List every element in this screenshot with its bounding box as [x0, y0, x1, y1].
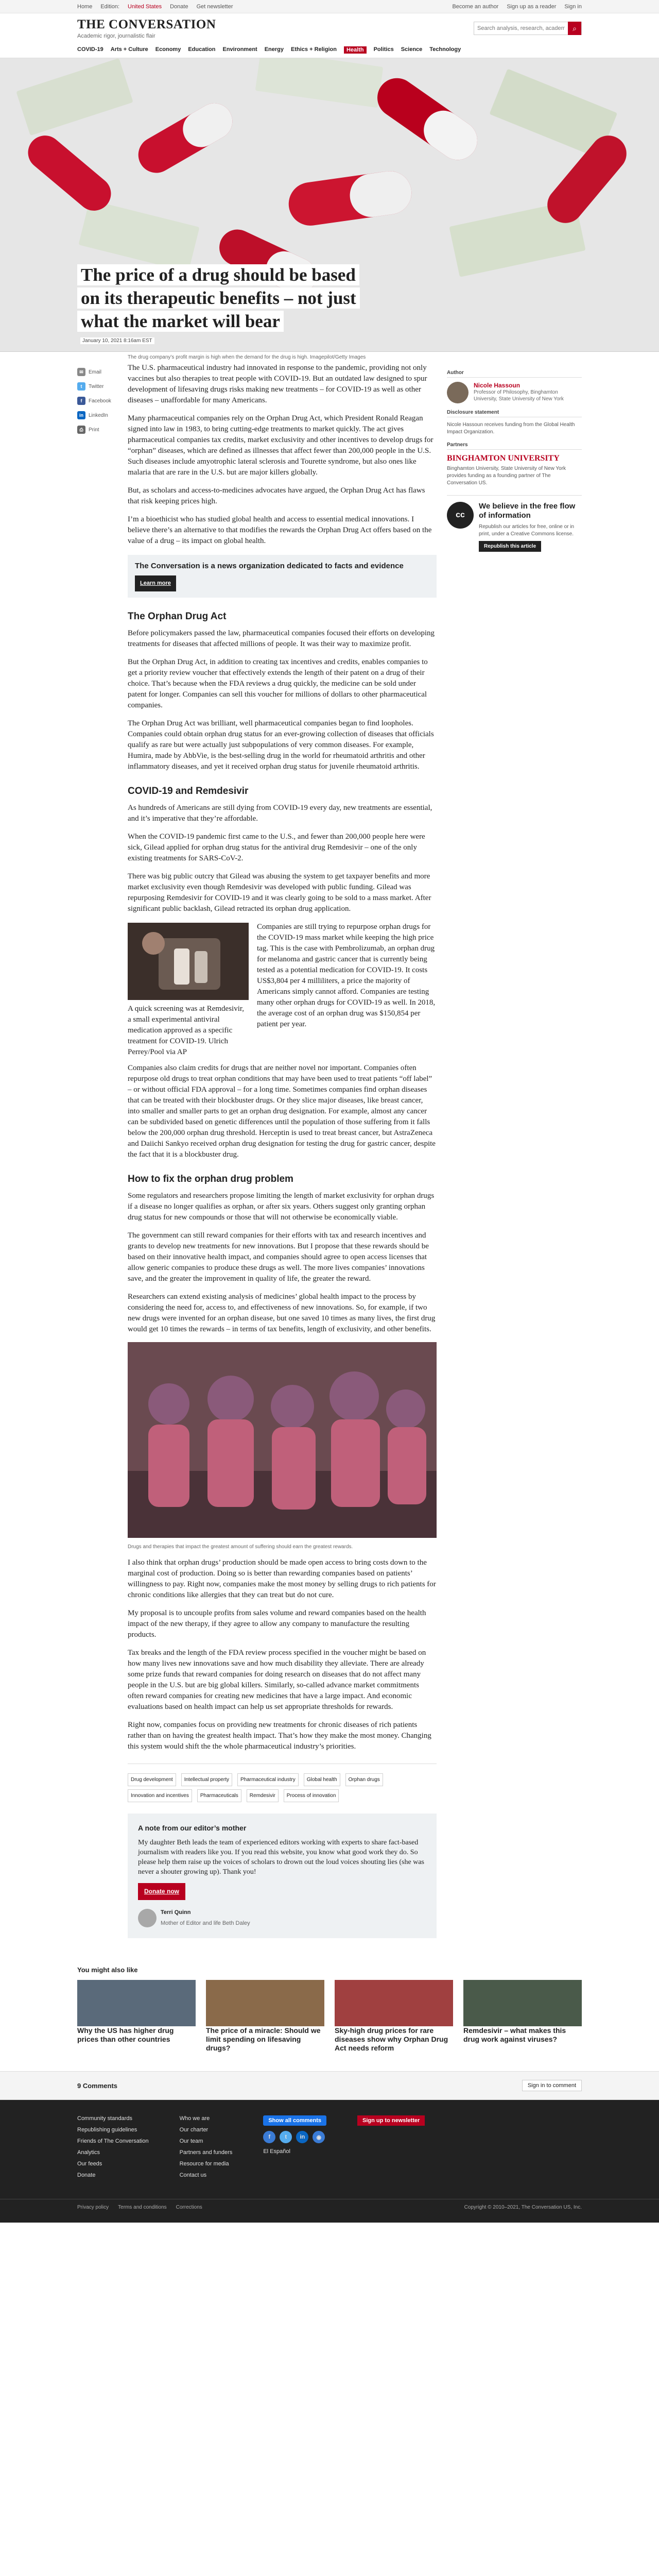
authors-label: Author	[447, 370, 582, 378]
related-card-image	[463, 1980, 582, 2026]
share-label: Facebook	[89, 398, 111, 404]
site-tagline: Academic rigor, journalistic flair	[77, 33, 155, 39]
footer-link[interactable]: Contact us	[179, 2172, 207, 2178]
donate-link[interactable]: Donate	[170, 3, 188, 10]
paragraph: As hundreds of Americans are still dying from COVID-19 every day, new treatments are essential, and it’s imperative that they’re affordable.	[128, 804, 432, 823]
related-card[interactable]	[335, 1980, 453, 2053]
related-card-title[interactable]: Remdesivir – what makes this drug work against viruses?	[463, 2026, 566, 2043]
share-label: Email	[89, 369, 102, 375]
footer-link[interactable]: Community standards	[77, 2115, 132, 2122]
terms-link[interactable]: Terms and conditions	[118, 2205, 167, 2210]
section-nav	[0, 41, 659, 58]
paragraph: But, as scholars and access-to-medicines advocates have argued, the Orphan Drug Act has flaws that risk keeping prices high.	[128, 486, 425, 505]
share-label: Print	[89, 427, 99, 433]
comments-bar	[0, 2071, 659, 2100]
related-card-image	[206, 1980, 324, 2026]
paragraph: I’m a bioethicist who has studied global health and access to essential medical innovations. I believe there’s an alternative to that modifies the rewards the Orphan Drug Act offers based on the value of a drug – its impact on global health.	[128, 515, 432, 545]
sign-in-comment-button[interactable]: Sign in to comment	[522, 2080, 582, 2091]
sidebar	[447, 363, 582, 1952]
article-dateline: January 10, 2021 8:16am EST	[80, 337, 154, 344]
hero-caption: The drug company’s profit margin is high when the demand for the drug is high. Imagepilot/Getty Images	[128, 354, 366, 360]
related-card-image	[77, 1980, 196, 2026]
signin-link[interactable]: Sign in	[564, 3, 582, 10]
tag[interactable]: Pharmaceutical industry	[237, 1773, 299, 1786]
paragraph: Researchers can extend existing analysis of medicines’ global health impact to the process by considering the need for, access to, and effectiveness of new innovations. So, for example, if two new drugs were invented for an orphan disease, but one saved 10 times as many lives, the first drug would get 10 times the rewards – in terms of tax benefits, length of exclusivity, and other benefits.	[128, 1293, 436, 1333]
paragraph: I also think that orphan drugs’ production should be made open access to bring costs down to the marginal cost of production. Doing so is better than rewarding companies based on patients’ willingness to pay. Right now, companies make the most money by selling drugs to rich patients for chronic conditions like allergies that they can treat but do not cure.	[128, 1558, 436, 1599]
footer-link[interactable]: Our team	[179, 2138, 203, 2144]
footer-link[interactable]: Friends of The Conversation	[77, 2138, 149, 2144]
related-card-image	[335, 1980, 453, 2026]
share-email-button[interactable]	[77, 368, 117, 376]
note-author-name: Terri Quinn	[161, 1909, 191, 1916]
search-input[interactable]	[474, 25, 568, 31]
email-icon: ✉	[77, 368, 85, 376]
section-heading: COVID-19 and Remdesivir	[128, 786, 249, 796]
paragraph: When the COVID-19 pandemic first came to the U.S., and fewer than 200,000 people here were sick, Gilead applied for orphan drug status for the antiviral drug Remdesivir – one of the only existing treatments for SARS-CoV-2.	[128, 833, 425, 862]
footer-link[interactable]: Donate	[77, 2172, 96, 2178]
linkedin-icon[interactable]: in	[296, 2131, 308, 2143]
paragraph: The U.S. pharmaceutical industry had innovated in response to the pandemic, providing not only vaccines but also therapies to treat people with COVID-19. But an outdated law designed to spur development of lifesaving drugs risks making new treatments – for COVID-19 as well as other diseases – unaffordable for many Americans.	[128, 364, 427, 404]
show-all-comments-button[interactable]: Show all comments	[263, 2115, 326, 2126]
linkedin-icon: in	[77, 411, 85, 419]
footer-link[interactable]: Resource for media	[179, 2161, 229, 2167]
inline-figure	[128, 923, 249, 1058]
nav-item[interactable]: Economy	[155, 46, 181, 53]
paragraph: Many pharmaceutical companies rely on the Orphan Drug Act, which President Ronald Reagan signed into law in 1983, to bring cutting-edge treatments to market quickly. The act gives pharmaceutical companies tax credits, market exclusivity and other incentives to develop drugs for “orphan” diseases, which are defined as illnesses that affect fewer than 200,000 people in the U.S. Such diseases include amyotrophic lateral sclerosis and Tourette syndrome, but also ones like malaria that are rare in the U.S. but are major killers globally.	[128, 414, 433, 477]
section-heading: How to fix the orphan drug problem	[128, 1174, 293, 1184]
site-header	[0, 13, 659, 41]
tag[interactable]: Pharmaceuticals	[197, 1789, 241, 1802]
paragraph: There was big public outcry that Gilead was abusing the system to get taxpayer benefits and more market exclusivity even though Remdesivir was developed with public funding. Gilead was repurposing Remdesivir for COVID-19 and it was clearly going to be sold to a mass market. After significant public backlash, Gilead retracted its orphan drug application.	[128, 872, 431, 913]
author-role: Professor of Philosophy, Binghamton University, State University of New York	[474, 389, 564, 402]
footer-column	[180, 2115, 233, 2183]
twitter-icon[interactable]: t	[280, 2131, 292, 2143]
privacy-link[interactable]: Privacy policy	[77, 2205, 109, 2210]
tag[interactable]: Drug development	[128, 1773, 176, 1786]
related-card[interactable]	[77, 1980, 196, 2053]
share-print-button[interactable]	[77, 426, 117, 434]
paragraph: The Orphan Drug Act was brilliant, well pharmaceutical companies began to find loopholes. Companies could obtain orphan drug status for an ever-growing collection of diseases that officials qualify as rare but were actually just subpopulations of very common diseases. For example, Humira, made by AbbVie, is the best-selling drug in the world for rheumatoid arthritis and other inflammatory diseases, and yet it received orphan drug status for juvenile rheumatoid arthritis.	[128, 719, 434, 771]
edition-label: Edition:	[100, 3, 120, 10]
author-card[interactable]	[447, 382, 582, 403]
share-twitter-button[interactable]	[77, 382, 117, 391]
facebook-icon: f	[77, 397, 85, 405]
tag[interactable]: Global health	[304, 1773, 340, 1786]
related-heading: You might also like	[77, 1966, 138, 1974]
republish-text: Republish our articles for free, online or in print, under a Creative Commons license.	[479, 524, 575, 537]
disclosure-text: Nicole Hassoun receives funding from the Global Health Impact Organization.	[447, 422, 575, 435]
footer-link[interactable]: Partners and funders	[179, 2149, 233, 2156]
comment-count: 9 Comments	[77, 2081, 118, 2090]
corrections-link[interactable]: Corrections	[176, 2205, 202, 2210]
cta-text: The Conversation is a news organization dedicated to facts and evidence	[135, 562, 404, 570]
tag-list	[128, 1764, 437, 1807]
figure-caption: Drugs and therapies that impact the greatest amount of suffering should earn the greatest rewards.	[128, 1544, 353, 1550]
become-author-link[interactable]: Become an author	[452, 3, 499, 10]
twitter-icon: t	[77, 382, 85, 391]
creative-commons-icon: cc	[447, 502, 474, 529]
republish-button[interactable]: Republish this article	[479, 541, 541, 552]
social-links	[263, 2131, 326, 2143]
republish-title: We believe in the free flow of information	[479, 502, 576, 520]
article-title: The price of a drug should be based on its therapeutic benefits – not just what the market will bear	[77, 263, 366, 333]
nav-item[interactable]: Technology	[429, 46, 461, 53]
republish-box	[447, 495, 582, 552]
nav-item[interactable]: Energy	[264, 46, 284, 53]
share-bar	[77, 363, 117, 1952]
paragraph: My proposal is to uncouple profits from sales volume and reward companies based on the health impact of the new therapy, if they agree to allow any company to manufacture the resulting products.	[128, 1609, 426, 1639]
related-card[interactable]	[206, 1980, 324, 2053]
remdesivir-photo[interactable]	[128, 923, 249, 1000]
copyright: Copyright © 2010–2021, The Conversation US, Inc.	[464, 2205, 582, 2210]
paragraph: Some regulators and researchers propose limiting the length of market exclusivity for orphan drugs if a disease no longer qualifies as orphan, or after six years. Others suggest only granting orphan drug status for new compounds or those that will not otherwise be economically viable.	[128, 1192, 435, 1222]
site-logo[interactable]: THE CONVERSATION	[77, 18, 216, 31]
paragraph: The government can still reward companies for their efforts with tax and research incentives and grants to develop new treatments for new innovations. But I propose that these rewards should be based on their innovative health impact, and companies should agree to open access licenses that allow generic companies to produce these drugs as well. The more lives companies’ innovations save, and the greater the improvement in quality of life, the greater the reward.	[128, 1231, 429, 1283]
nav-item[interactable]: Arts + Culture	[110, 46, 148, 53]
share-linkedin-button[interactable]	[77, 411, 117, 419]
tag[interactable]: Orphan drugs	[345, 1773, 383, 1786]
footer-link[interactable]: El Español	[263, 2148, 290, 2155]
paragraph: Companies are still trying to repurpose orphan drugs for the COVID-19 mass market while keeping the high price tag. This is the case with Pembrolizumab, an orphan drug for melanoma and gastric cancer that is currently being tested as a potential medication for COVID-19. It costs US$3,804 per 4 milliliters, a price the majority of Americans simply cannot afford. Companies are testing many other orphan drugs for COVID-19 as well. In 2018, the average cost of an orphan drug was $150,854 per patient per year.	[257, 923, 436, 1028]
top-utility-bar	[0, 0, 659, 13]
main-layout	[0, 363, 659, 1952]
learn-more-button[interactable]: Learn more	[135, 575, 176, 591]
crowd-photo[interactable]	[128, 1342, 437, 1538]
related-card-title[interactable]: Why the US has higher drug prices than other countries	[77, 2026, 174, 2043]
author-avatar	[447, 382, 469, 403]
editor-note	[128, 1814, 437, 1938]
nav-item[interactable]: Science	[401, 46, 423, 53]
note-author	[138, 1907, 426, 1929]
facebook-icon[interactable]: f	[263, 2131, 275, 2143]
nav-item[interactable]: Education	[188, 46, 216, 53]
nav-item[interactable]: Ethics + Religion	[291, 46, 337, 53]
related-card-title[interactable]: The price of a miracle: Should we limit spending on lifesaving drugs?	[206, 2026, 321, 2052]
search-icon[interactable]: ⌕	[568, 22, 581, 35]
print-icon: ⎙	[77, 426, 85, 434]
paragraph: But the Orphan Drug Act, in addition to creating tax incentives and credits, enables companies to get a priority review voucher that effectively extends the length of their patent on a drug of their choice. That’s because when the FDA reviews a drug quickly, the medicine can be sold under patent for longer. Companies can sell this voucher for millions of dollars to other pharmaceutical companies.	[128, 658, 428, 709]
article-body	[128, 363, 437, 1952]
related-cards	[77, 1980, 582, 2053]
nav-item[interactable]: Health	[344, 46, 367, 54]
tag[interactable]: Process of innovation	[284, 1789, 339, 1802]
footer-column	[357, 2115, 425, 2183]
partner-logo[interactable]: BINGHAMTON UNIVERSITY	[447, 454, 560, 463]
section-heading: The Orphan Drug Act	[128, 611, 227, 622]
figure-caption: A quick screening was at Remdesivir, a small experimental antiviral medication approved as a specific treatment for COVID-19. Ulrich Perrey/Pool via AP	[128, 1005, 245, 1056]
note-author-role: Mother of Editor and life Beth Daley	[161, 1920, 250, 1926]
paragraph: Tax breaks and the length of the FDA review process specified in the voucher might be based on how many lives new innovations save and how much disability they alleviate. There are already some prize funds that reward companies for doing research on diseases that do not affect many people in the U.S. but are big global killers. Similarly, so-called advance market commitments often reward companies for creating new medicines that have a large impact. And economic evaluations based on health impact can help us set appropriate thresholds for rewards.	[128, 1649, 426, 1711]
tag[interactable]: Remdesivir	[247, 1789, 279, 1802]
wide-figure	[128, 1342, 437, 1550]
paragraph: Companies also claim credits for drugs that are neither novel nor important. Companies often repurpose old drugs to treat orphan conditions that may have been used to treat patients “off label” – or without official FDA approval – for a long time. Sometimes companies find orphan diseases that can be treated with their blockbuster drugs. Or they slice major diseases, like breast cancer, into smaller and smaller parts to get an orphan drug designation. For example, almost any cancer can be subdivided based on genetic differences until the population of those suffering from it falls below the 200,000 orphan drug threshold. Herceptin is used to treat breast cancer, but AstraZeneca and Daiichi Sankyo received orphan drug designation for testing the drug for gastric cancer, despite the fact that it is a blockbuster drug.	[128, 1064, 436, 1159]
share-facebook-button[interactable]	[77, 397, 117, 405]
related-card[interactable]	[463, 1980, 582, 2053]
site-footer	[0, 2100, 659, 2199]
footer-link[interactable]: Analytics	[77, 2149, 100, 2156]
paragraph: Right now, companies focus on providing new treatments for chronic diseases of rich patients rather than on having the greatest health impact. That’s how they make the most money. Changing this system would shift the the whole pharmaceutical industry’s priorities.	[128, 1721, 431, 1751]
note-heading: A note from our editor’s mother	[138, 1824, 247, 1832]
footer-link[interactable]: Our feeds	[77, 2161, 102, 2167]
note-body: My daughter Beth leads the team of experienced editors working with experts to share fact-based journalism with readers like you. If you read this website, you know what good work they do. So please help them raise up the voices of scholars to drown out the loud voices shouting lies (she was never a shouter growing up). Thank you!	[138, 1839, 424, 1876]
tag[interactable]: Intellectual property	[181, 1773, 232, 1786]
rss-icon[interactable]: ◉	[313, 2131, 325, 2143]
share-label: LinkedIn	[89, 412, 108, 418]
nav-item[interactable]: COVID-19	[77, 46, 103, 53]
tag[interactable]: Innovation and incentives	[128, 1789, 192, 1802]
nav-item[interactable]: Environment	[222, 46, 257, 53]
related-articles	[0, 1952, 659, 2071]
newsletter-signup-button[interactable]: Sign up to newsletter	[357, 2115, 425, 2126]
signup-reader-link[interactable]: Sign up as a reader	[507, 3, 557, 10]
cta-box	[128, 555, 437, 598]
search-box	[474, 22, 582, 35]
footer-link[interactable]: Who we are	[179, 2115, 210, 2122]
paragraph: Before policymakers passed the law, pharmaceutical companies focused their efforts on developing treatments for diseases that affected millions of people. It was their way to maximize profit.	[128, 629, 435, 648]
avatar	[138, 1909, 157, 1927]
footer-column	[77, 2115, 149, 2183]
share-label: Twitter	[89, 383, 104, 389]
footer-link[interactable]: Our charter	[179, 2127, 209, 2133]
footer-link[interactable]: Republishing guidelines	[77, 2127, 137, 2133]
home-link[interactable]: Home	[77, 3, 93, 10]
donate-now-button[interactable]: Donate now	[138, 1883, 185, 1900]
nav-item[interactable]: Politics	[373, 46, 394, 53]
partner-text: Binghamton University, State University of New York provides funding as a founding partner of The Conversation US.	[447, 466, 566, 486]
edition-select[interactable]: United States	[128, 3, 162, 10]
author-name[interactable]: Nicole Hassoun	[474, 382, 521, 389]
partners-label: Partners	[447, 442, 582, 450]
sub-footer	[0, 2199, 659, 2223]
newsletter-link[interactable]: Get newsletter	[196, 3, 233, 10]
related-card-title[interactable]: Sky-high drug prices for rare diseases show why Orphan Drug Act needs reform	[335, 2026, 448, 2052]
hero-banner	[0, 58, 659, 352]
disclosure-label: Disclosure statement	[447, 410, 582, 417]
footer-column	[263, 2115, 326, 2183]
